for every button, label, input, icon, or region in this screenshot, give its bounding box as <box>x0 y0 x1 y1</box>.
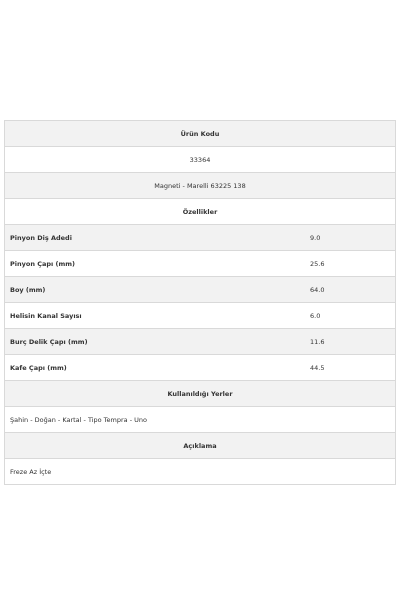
usage-text: Şahin - Doğan - Kartal - Tipo Tempra - Uno <box>5 407 395 433</box>
feature-label: Burç Delik Çapı (mm) <box>10 337 88 346</box>
feature-row <box>5 251 395 277</box>
feature-value: 9.0 <box>310 233 321 242</box>
product-reference: Magneti - Marelli 63225 138 <box>5 173 395 199</box>
feature-label: Boy (mm) <box>10 285 46 294</box>
description-text: Freze Az İçte <box>5 459 395 485</box>
feature-value: 6.0 <box>310 311 321 320</box>
feature-row <box>5 277 395 303</box>
feature-row <box>5 355 395 381</box>
feature-value: 11.6 <box>310 337 325 346</box>
features-header: Özellikler <box>5 199 395 225</box>
usage-header: Kullanıldığı Yerler <box>5 381 395 407</box>
feature-value: 25.6 <box>310 259 325 268</box>
product-code: 33364 <box>5 147 395 173</box>
feature-row <box>5 225 395 251</box>
feature-value: 44.5 <box>310 363 325 372</box>
feature-label: Pinyon Diş Adedi <box>10 233 72 242</box>
description-header: Açıklama <box>5 433 395 459</box>
feature-label: Pinyon Çapı (mm) <box>10 259 75 268</box>
feature-value: 64.0 <box>310 285 325 294</box>
product-spec-table <box>4 120 396 485</box>
product-code-header: Ürün Kodu <box>5 121 395 147</box>
feature-row <box>5 329 395 355</box>
feature-label: Kafe Çapı (mm) <box>10 363 67 372</box>
feature-label: Helisin Kanal Sayısı <box>10 311 82 320</box>
feature-row <box>5 303 395 329</box>
